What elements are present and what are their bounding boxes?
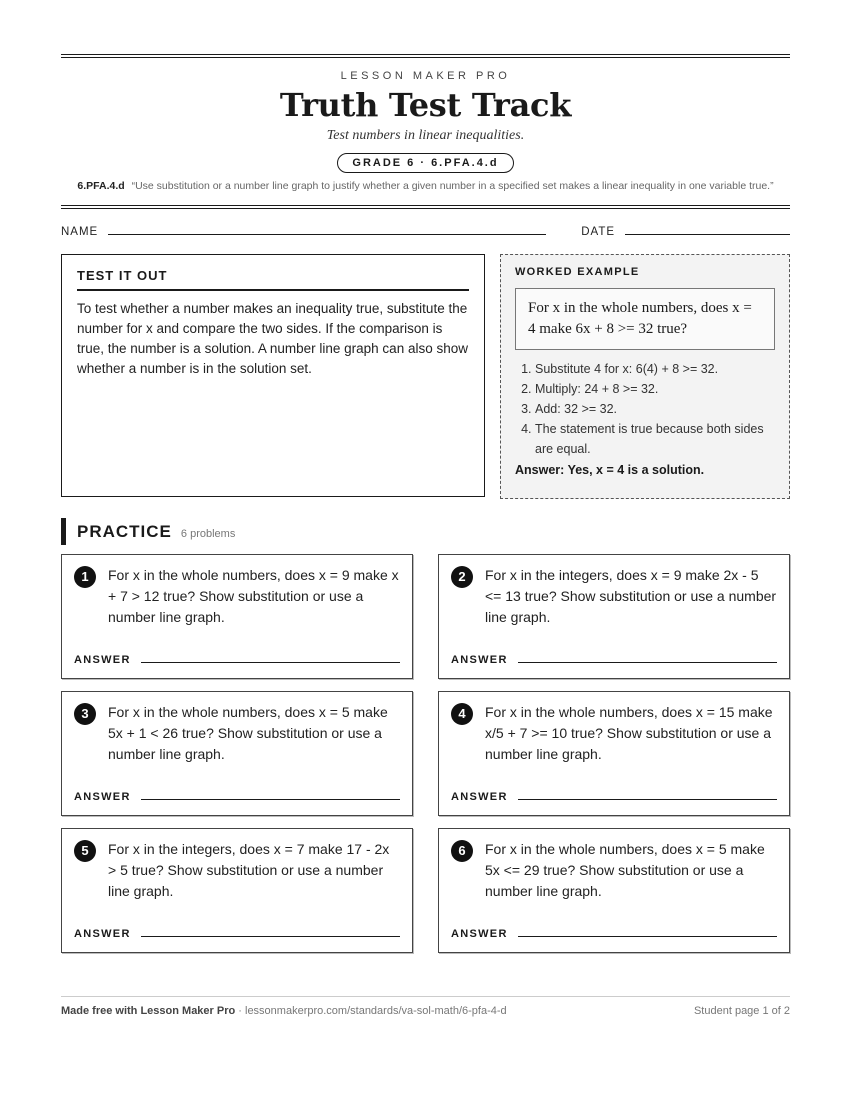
worked-step: 2. Multiply: 24 + 8 >= 32. xyxy=(535,379,775,399)
practice-count: 6 problems xyxy=(180,528,236,540)
problem-text: For x in the whole numbers, does x = 5 make 5x <= 29 true? Show substitution or use a number line graph. xyxy=(485,841,765,899)
answer-label: ANSWER xyxy=(74,791,131,803)
problem-number-badge: 2 xyxy=(451,566,473,588)
problem-card xyxy=(438,691,790,816)
worksheet-page xyxy=(61,54,790,953)
footer-url[interactable]: · lessonmakerpro.com/standards/va-sol-math/6-pfa-4-d xyxy=(235,1005,507,1017)
problem-text: For x in the whole numbers, does x = 5 make 5x + 1 < 26 true? Show substitution or use a number line graph. xyxy=(108,704,388,762)
worked-example-box xyxy=(500,254,790,499)
problem-number-badge: 1 xyxy=(74,566,96,588)
worksheet-title: Truth Test Track xyxy=(279,86,572,124)
worked-step: 4. The statement is true because both sides are equal. xyxy=(535,419,775,459)
worked-example-question: For x in the whole numbers, does x = 4 make 6x + 8 >= 32 true? xyxy=(515,288,775,350)
name-date-row xyxy=(61,226,790,238)
footer-page-label: Student page 1 of 2 xyxy=(693,1005,790,1017)
answer-label: ANSWER xyxy=(74,654,131,666)
intro-boxes xyxy=(61,254,790,499)
problem-number-badge: 4 xyxy=(451,703,473,725)
test-it-out-body: To test whether a number makes an inequality true, substitute the number for x and compare the two sides. If the comparison is true, the number is a solution. A number line graph can also show whether a number is in the solution set. xyxy=(77,301,468,376)
page-footer xyxy=(61,996,790,1017)
top-double-rule xyxy=(61,54,790,58)
problem-card xyxy=(438,828,790,953)
name-label: NAME xyxy=(61,226,99,238)
answer-field[interactable] xyxy=(141,798,400,800)
date-label: DATE xyxy=(581,226,616,238)
worked-step: 1. Substitute 4 for x: 6(4) + 8 >= 32. xyxy=(535,359,775,379)
practice-header xyxy=(61,518,790,545)
answer-field[interactable] xyxy=(518,798,777,800)
worked-step: 3. Add: 32 >= 32. xyxy=(535,399,775,419)
problem-number-badge: 6 xyxy=(451,840,473,862)
header-bottom-double-rule xyxy=(61,205,790,209)
problem-text: For x in the integers, does x = 9 make 2x - 5 <= 13 true? Show substitution or use a number line graph. xyxy=(485,567,777,625)
answer-field[interactable] xyxy=(141,661,400,663)
standard-text: “Use substitution or a number line graph to justify whether a given number in a specified set makes a linear inequality in one variable true.” xyxy=(131,180,774,192)
worked-example-heading: WORKED EXAMPLE xyxy=(515,266,640,278)
test-it-out-heading: TEST IT OUT xyxy=(77,268,469,291)
worked-example-steps xyxy=(515,359,775,459)
answer-field[interactable] xyxy=(141,935,400,937)
date-field[interactable] xyxy=(625,233,790,235)
problem-card xyxy=(61,554,413,679)
answer-label: ANSWER xyxy=(451,928,508,940)
standard-code: 6.PFA.4.d xyxy=(77,180,125,192)
problem-number-badge: 5 xyxy=(74,840,96,862)
answer-label: ANSWER xyxy=(451,791,508,803)
footer-made-with: Made free with Lesson Maker Pro xyxy=(61,1005,236,1017)
worksheet-subtitle: Test numbers in linear inequalities. xyxy=(326,128,525,143)
standard-statement xyxy=(61,178,790,194)
problem-card xyxy=(61,828,413,953)
worked-example-answer: Answer: Yes, x = 4 is a solution. xyxy=(515,463,705,477)
problem-card xyxy=(61,691,413,816)
brand-label: LESSON MAKER PRO xyxy=(340,70,511,82)
grade-badge: GRADE 6 · 6.PFA.4.d xyxy=(337,153,513,173)
answer-label: ANSWER xyxy=(451,654,508,666)
problem-card xyxy=(438,554,790,679)
test-it-out-box xyxy=(61,254,485,497)
practice-heading: PRACTICE xyxy=(77,522,172,541)
problem-text: For x in the integers, does x = 7 make 17 - 2x > 5 true? Show substitution or use a number line graph. xyxy=(108,841,390,899)
answer-field[interactable] xyxy=(518,661,777,663)
footer-credit xyxy=(61,1005,507,1017)
answer-field[interactable] xyxy=(518,935,777,937)
answer-label: ANSWER xyxy=(74,928,131,940)
problem-number-badge: 3 xyxy=(74,703,96,725)
problem-text: For x in the whole numbers, does x = 9 make x + 7 > 12 true? Show substitution or use a number line graph. xyxy=(108,567,399,625)
practice-grid xyxy=(61,554,790,953)
name-field[interactable] xyxy=(108,233,546,235)
problem-text: For x in the whole numbers, does x = 15 make x/5 + 7 >= 10 true? Show substitution or use a number line graph. xyxy=(485,704,773,762)
